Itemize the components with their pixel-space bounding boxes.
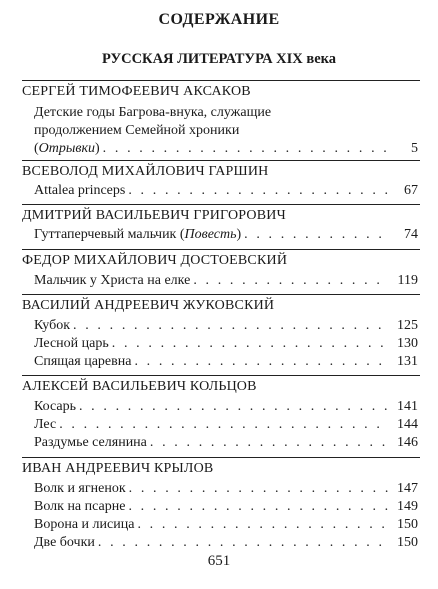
entry-title: Кубок bbox=[34, 318, 71, 333]
dot-leader bbox=[79, 399, 389, 415]
toc-entry-multiline[interactable] bbox=[34, 104, 418, 158]
dot-leader bbox=[98, 535, 389, 551]
dot-leader bbox=[150, 435, 389, 451]
entry-title-line: (Отрывки) bbox=[34, 141, 100, 156]
toc-entry[interactable] bbox=[34, 399, 418, 417]
section-divider bbox=[22, 204, 420, 205]
toc-entry[interactable] bbox=[34, 435, 418, 453]
dot-leader bbox=[134, 354, 389, 370]
page-ref: 67 bbox=[404, 183, 418, 198]
section-divider bbox=[22, 457, 420, 458]
page-ref: 150 bbox=[397, 535, 418, 550]
entry-title: Спящая царевна bbox=[34, 354, 132, 369]
toc-entry[interactable] bbox=[34, 517, 418, 535]
author-name: СЕРГЕЙ ТИМОФЕЕВИЧ АКСАКОВ bbox=[22, 84, 251, 99]
entry-title: Лесной царь bbox=[34, 336, 109, 351]
section-divider bbox=[22, 375, 420, 376]
entry-title: Attalea princeps bbox=[34, 183, 126, 198]
section-divider bbox=[22, 294, 420, 295]
dot-leader bbox=[59, 417, 389, 433]
section-divider bbox=[22, 249, 420, 250]
author-name: АЛЕКСЕЙ ВАСИЛЬЕВИЧ КОЛЬЦОВ bbox=[22, 379, 257, 394]
toc-entry[interactable] bbox=[34, 535, 418, 553]
author-name: ИВАН АНДРЕЕВИЧ КРЫЛОВ bbox=[22, 461, 214, 476]
dot-leader bbox=[103, 140, 389, 158]
dot-leader bbox=[137, 517, 389, 533]
entry-title: Две бочки bbox=[34, 535, 95, 550]
entry-title: Лес bbox=[34, 417, 57, 432]
toc-entry[interactable] bbox=[34, 336, 418, 354]
section-divider bbox=[22, 160, 420, 161]
entry-title: Волк и ягненок bbox=[34, 481, 126, 496]
page-title: СОДЕРЖАНИЕ bbox=[158, 11, 280, 28]
page-ref: 147 bbox=[397, 481, 418, 496]
entry-title: Раздумье селянина bbox=[34, 435, 147, 450]
page-ref: 146 bbox=[397, 435, 418, 450]
page-ref: 131 bbox=[397, 354, 418, 369]
section-heading: РУССКАЯ ЛИТЕРАТУРА XIX века bbox=[101, 51, 337, 67]
page-ref: 74 bbox=[404, 227, 418, 242]
page-number: 651 bbox=[207, 553, 231, 569]
toc-entry[interactable] bbox=[34, 273, 418, 291]
entry-title-line: продолжением Семейной хроники bbox=[34, 123, 240, 138]
toc-entry[interactable] bbox=[34, 227, 418, 245]
page-ref: 149 bbox=[397, 499, 418, 514]
toc-entry[interactable] bbox=[34, 417, 418, 435]
toc-entry[interactable] bbox=[34, 183, 418, 201]
dot-leader bbox=[73, 318, 389, 334]
page-ref: 144 bbox=[397, 417, 418, 432]
author-name: ДМИТРИЙ ВАСИЛЬЕВИЧ ГРИГОРОВИЧ bbox=[22, 208, 286, 223]
entry-title: Мальчик у Христа на елке bbox=[34, 273, 191, 288]
dot-leader bbox=[112, 336, 389, 352]
dot-leader bbox=[128, 499, 389, 515]
page-ref: 150 bbox=[397, 517, 418, 532]
section-divider bbox=[22, 80, 420, 81]
toc-entry[interactable] bbox=[34, 318, 418, 336]
page-ref: 119 bbox=[397, 273, 418, 288]
entry-title-line: Детские годы Багрова-внука, служащие bbox=[34, 105, 272, 120]
toc-entry[interactable] bbox=[34, 354, 418, 372]
author-name: ВСЕВОЛОД МИХАЙЛОВИЧ ГАРШИН bbox=[22, 164, 269, 179]
entry-title: Косарь bbox=[34, 399, 76, 414]
dot-leader bbox=[244, 227, 389, 243]
page-ref: 130 bbox=[397, 336, 418, 351]
dot-leader bbox=[128, 183, 389, 199]
toc-entry[interactable] bbox=[34, 481, 418, 499]
page-ref: 125 bbox=[397, 318, 418, 333]
entry-title: Гуттаперчевый мальчик (Повесть) bbox=[34, 227, 242, 242]
toc-entry[interactable] bbox=[34, 499, 418, 517]
entry-last-line bbox=[34, 140, 418, 158]
dot-leader bbox=[129, 481, 389, 497]
dot-leader bbox=[193, 273, 389, 289]
entry-title: Волк на псарне bbox=[34, 499, 126, 514]
page-ref: 141 bbox=[397, 399, 418, 414]
page-ref: 5 bbox=[411, 141, 418, 156]
author-name: ВАСИЛИЙ АНДРЕЕВИЧ ЖУКОВСКИЙ bbox=[22, 298, 275, 313]
author-name: ФЕДОР МИХАЙЛОВИЧ ДОСТОЕВСКИЙ bbox=[22, 253, 288, 268]
entry-title: Ворона и лисица bbox=[34, 517, 135, 532]
